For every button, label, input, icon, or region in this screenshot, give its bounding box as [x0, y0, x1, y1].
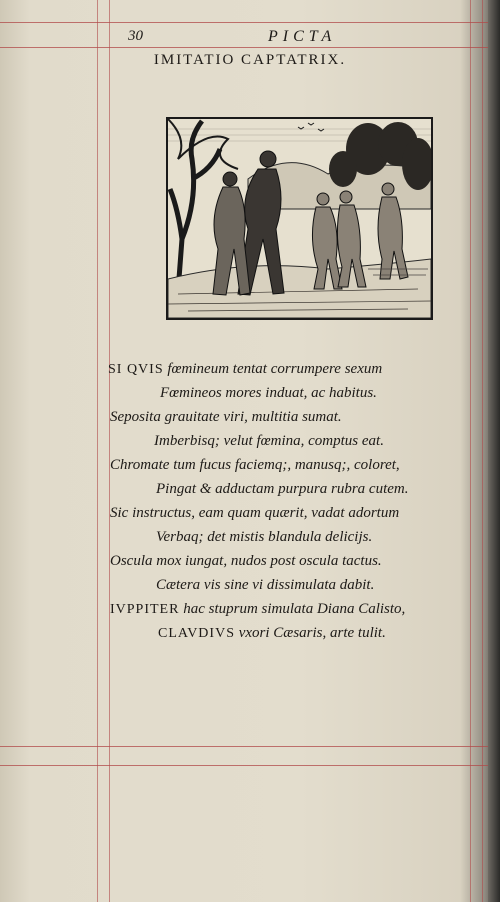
verse-line-9: Oscula mox iungat, nudos post oscula tactus. — [110, 553, 382, 569]
lower-rule-2 — [0, 765, 490, 766]
woodcut-illustration — [166, 117, 433, 320]
lower-rule — [0, 746, 490, 747]
book-gutter-edge — [488, 0, 500, 902]
verse-line-2: Fœmineos mores induat, ac habitus. — [160, 385, 377, 401]
page-header — [128, 28, 458, 50]
right-margin-rule-2 — [482, 0, 483, 902]
verse-line-11: IVPPITER hac stuprum simulata Diana Calisto, — [110, 601, 406, 617]
page-number: 30 — [128, 28, 143, 44]
verse-line-12: CLAVDIVS vxori Cæsaris, arte tulit. — [158, 625, 386, 641]
top-rule — [0, 22, 490, 23]
verse-line-10: Cætera vis sine vi dissimulata dabit. — [156, 577, 375, 593]
verse-line-7: Sic instructus, eam quam quærit, vadat adortum — [110, 505, 400, 521]
left-margin-rule-2 — [109, 0, 110, 902]
verse-line-4: Imberbisq; velut fœmina, comptus eat. — [154, 433, 384, 449]
left-margin-rule — [97, 0, 98, 902]
verse-line-3: Seposita grauitate viri, multitia sumat. — [110, 409, 342, 425]
verse-line-1: SI QVIS fœmineum tentat corrumpere sexum — [108, 361, 383, 377]
verse-line-6: Pingat & adductam purpura rubra cutem. — [156, 481, 409, 497]
verse-line-5: Chromate tum fucus faciemq;, manusq;, coloret, — [110, 457, 400, 473]
right-margin-rule — [470, 0, 471, 902]
emblem-title: IMITATIO CAPTATRIX. — [153, 52, 347, 68]
verse-line-8: Verbaq; det mistis blandula delicijs. — [156, 529, 373, 545]
running-head: PICTA — [268, 28, 337, 45]
